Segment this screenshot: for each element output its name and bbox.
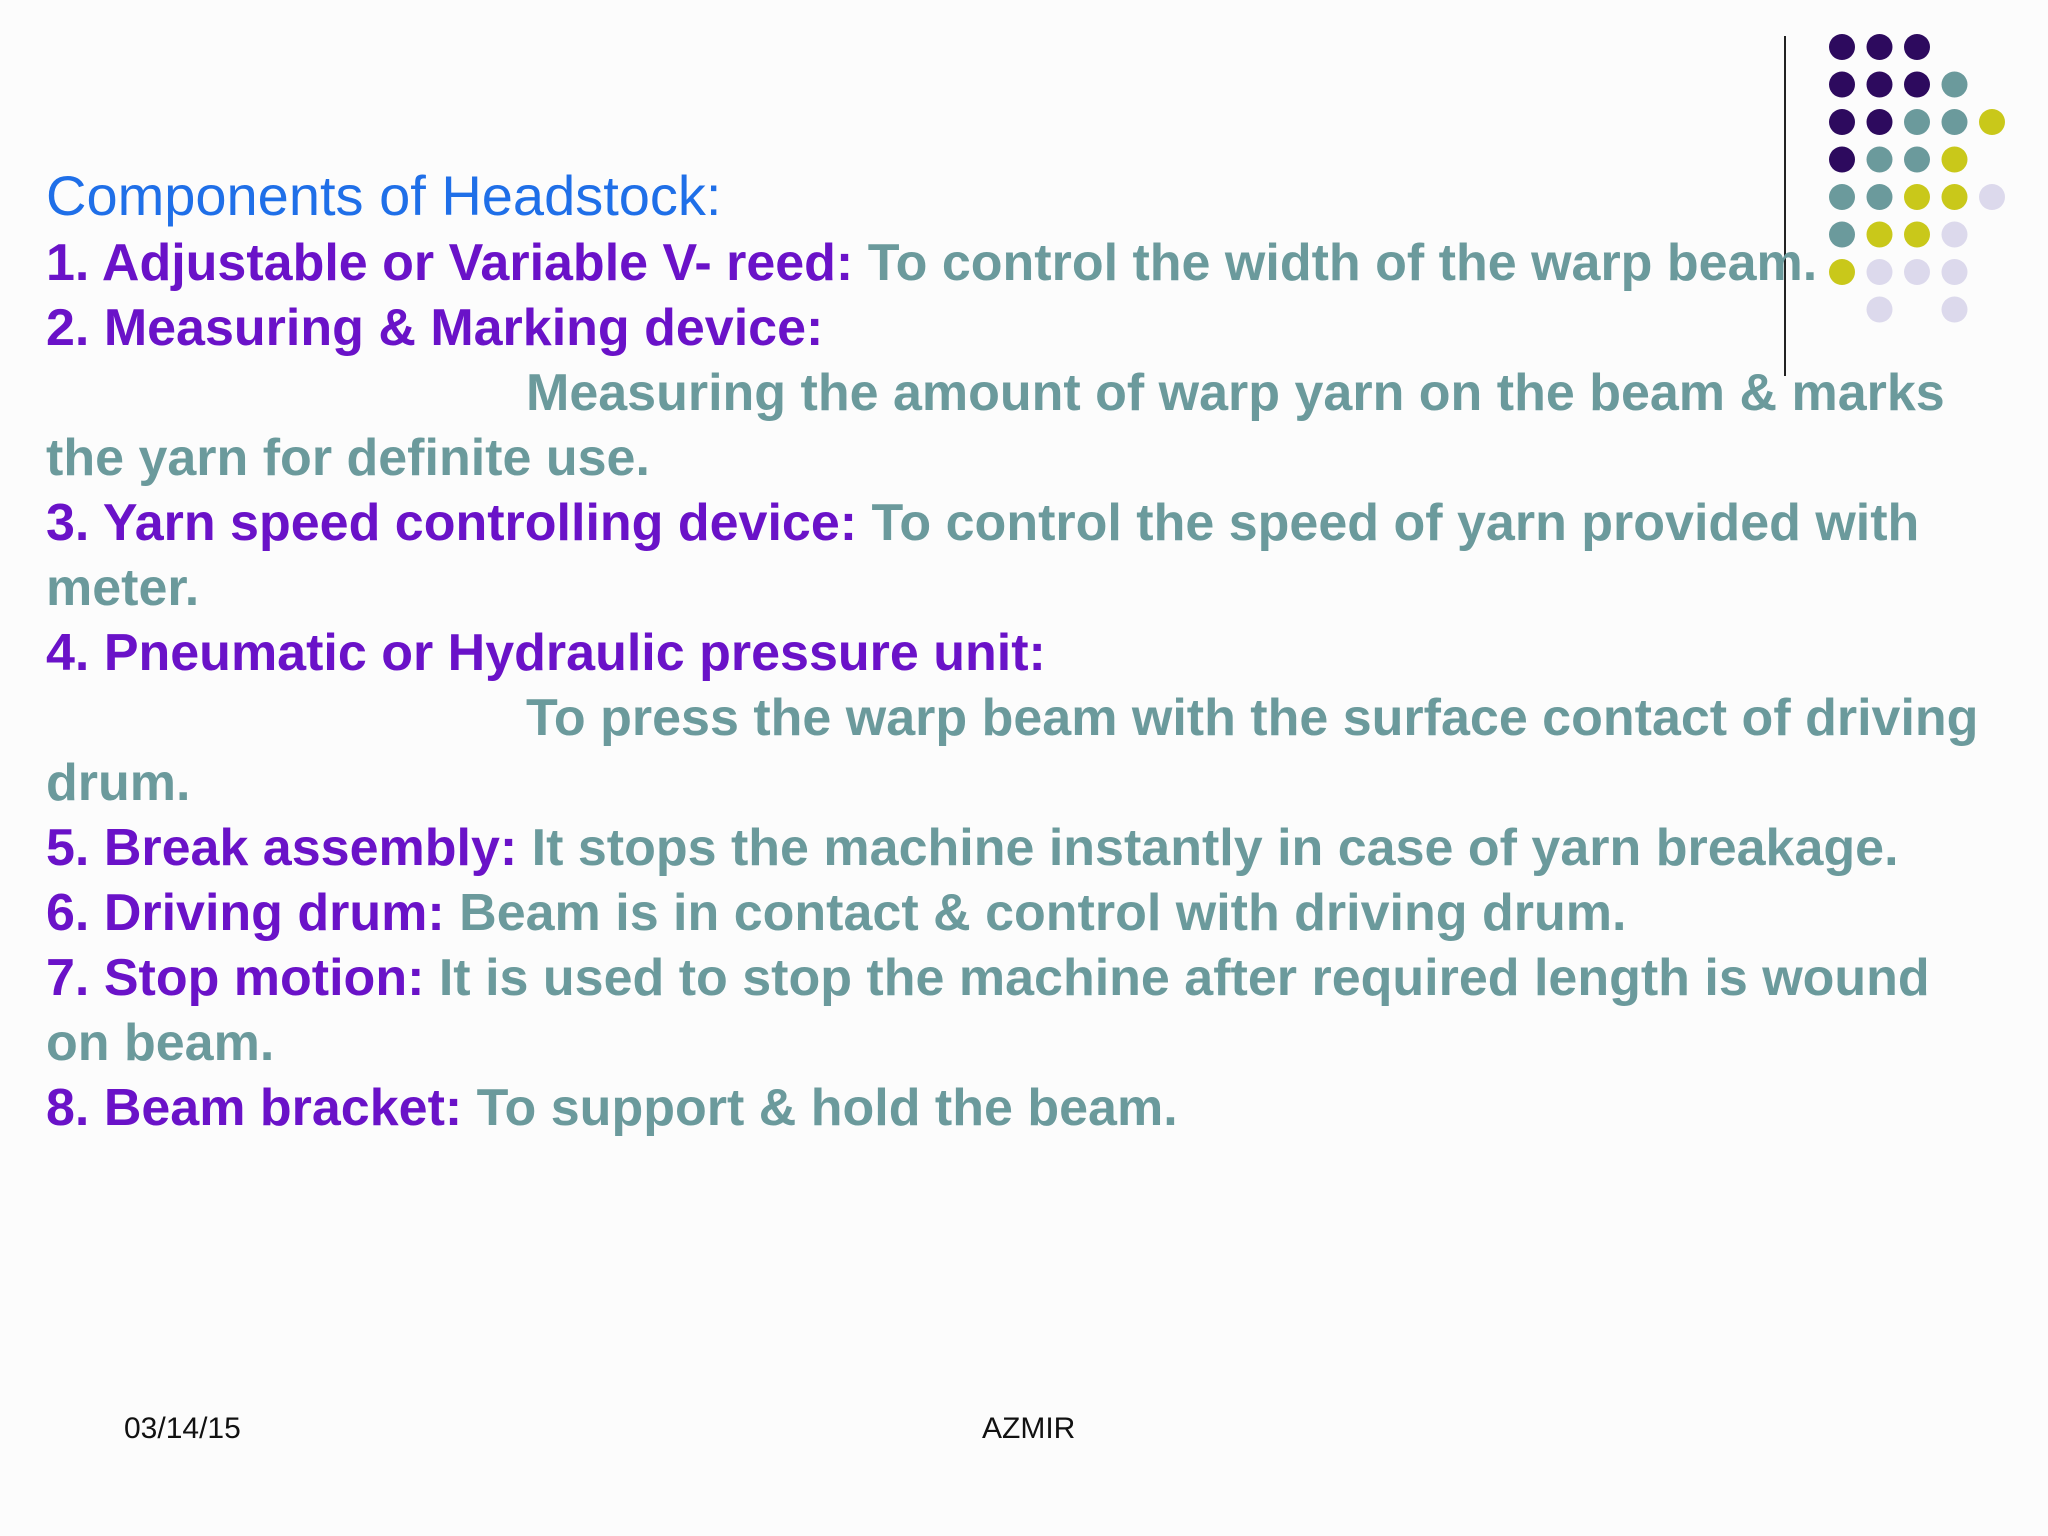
decorative-dot <box>1942 222 1968 248</box>
decorative-dot <box>1867 72 1893 98</box>
decorative-dot <box>1904 147 1930 173</box>
decorative-dot <box>1867 147 1893 173</box>
decorative-dot <box>1867 259 1893 285</box>
decorative-dot <box>1867 34 1893 60</box>
list-item-4-description-cont <box>46 752 190 814</box>
decorative-dot <box>1829 147 1855 173</box>
list-item-2 <box>46 297 823 359</box>
item-term: 2. Measuring & Marking device: <box>46 299 824 357</box>
decorative-dot <box>1942 72 1968 98</box>
list-item-2-description <box>46 362 1945 424</box>
vertical-divider-line <box>1784 36 1786 376</box>
list-item-4 <box>46 622 1046 684</box>
item-description: Measuring the amount of warp yarn on the beam & marks <box>526 364 1945 422</box>
decorative-dot <box>1904 72 1930 98</box>
item-term: 7. Stop motion: <box>46 949 425 1007</box>
decorative-dot <box>1829 72 1855 98</box>
decorative-dot <box>1867 297 1893 323</box>
decorative-dot <box>1904 259 1930 285</box>
item-description: To support & hold the beam. <box>462 1079 1178 1137</box>
list-item-2-description-cont <box>46 427 650 489</box>
decorative-dot <box>1829 109 1855 135</box>
decorative-dot <box>1904 184 1930 210</box>
item-description: To control the speed of yarn provided with <box>857 494 1920 552</box>
decorative-dot <box>1942 147 1968 173</box>
decorative-dot <box>1867 109 1893 135</box>
list-item-5 <box>46 817 1899 879</box>
item-description: on beam. <box>46 1014 275 1072</box>
decorative-dot <box>1829 34 1855 60</box>
list-item-7 <box>46 947 1930 1009</box>
list-item-1 <box>46 232 1817 294</box>
decorative-dot <box>1867 222 1893 248</box>
item-term: 6. Driving drum: <box>46 884 445 942</box>
slide-title: Components of Headstock: <box>46 164 722 227</box>
item-description: the yarn for definite use. <box>46 429 650 487</box>
item-description: It is used to stop the machine after required length is wound <box>424 949 1930 1007</box>
list-item-3 <box>46 492 1919 554</box>
list-item-6 <box>46 882 1626 944</box>
item-description: To press the warp beam with the surface contact of driving <box>526 689 1979 747</box>
footer-date: 03/14/15 <box>124 1412 241 1445</box>
item-description: meter. <box>46 559 200 617</box>
decorative-dot <box>1979 109 2005 135</box>
item-term: 1. Adjustable or Variable V- reed: <box>46 234 854 292</box>
footer-author: AZMIR <box>982 1412 1076 1445</box>
item-term: 5. Break assembly: <box>46 819 518 877</box>
decorative-dot <box>1979 184 2005 210</box>
item-description: drum. <box>46 754 191 812</box>
decorative-dot <box>1867 184 1893 210</box>
item-term: 4. Pneumatic or Hydraulic pressure unit: <box>46 624 1046 682</box>
item-term: 8. Beam bracket: <box>46 1079 463 1137</box>
decorative-dot <box>1942 184 1968 210</box>
list-item-3-description-cont <box>46 557 199 619</box>
decorative-dot <box>1829 222 1855 248</box>
decorative-dot <box>1904 109 1930 135</box>
item-description: To control the width of the warp beam. <box>853 234 1818 292</box>
decorative-dot <box>1904 222 1930 248</box>
list-item-8 <box>46 1077 1178 1139</box>
item-description: It stops the machine instantly in case of yarn breakage. <box>517 819 1899 877</box>
list-item-7-description-cont <box>46 1012 274 1074</box>
decorative-dot <box>1942 297 1968 323</box>
decorative-dot <box>1829 259 1855 285</box>
list-item-4-description <box>46 687 1978 749</box>
decorative-dot <box>1942 259 1968 285</box>
item-term: 3. Yarn speed controlling device: <box>46 494 858 552</box>
item-description: Beam is in contact & control with driving drum. <box>444 884 1627 942</box>
decorative-dot <box>1829 184 1855 210</box>
decorative-dot <box>1904 34 1930 60</box>
decorative-dot <box>1942 109 1968 135</box>
